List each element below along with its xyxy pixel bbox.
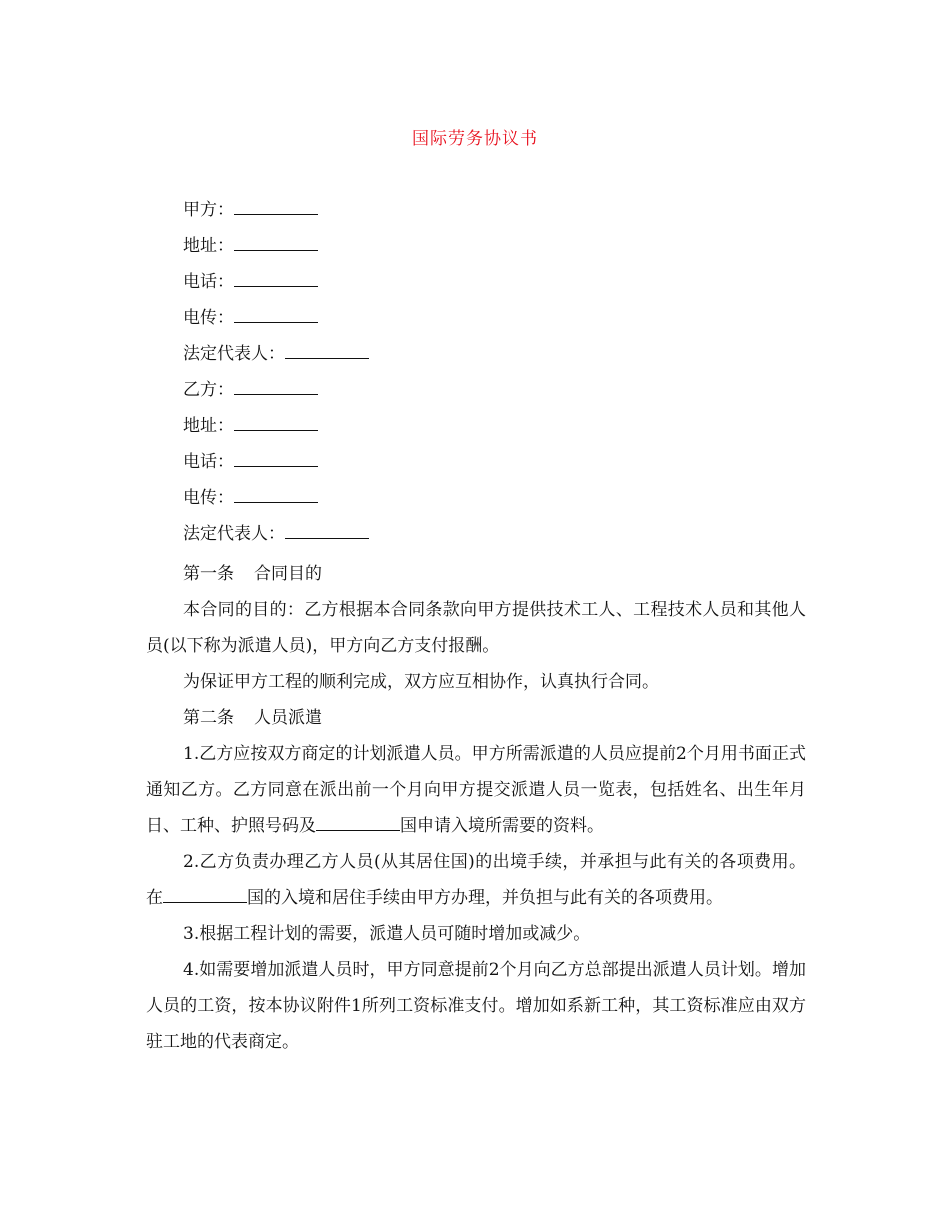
- article-2-clause-4: 4.如需要增加派遣人员时，甲方同意提前2个月向乙方总部提出派遣人员计划。增加人员的工资，按本协议附件1所列工资标准支付。增加如系新工种，其工资标准应由双方驻工地的代表商定。: [146, 960, 806, 1052]
- article-1-title: 合同目的: [254, 564, 322, 584]
- party-b-rep-label: 法定代表人：: [183, 524, 285, 544]
- article-2-clause-2-before: 2.乙方负责办理乙方人员(从其居住国)的出境手续，并承担与此有关的各项费用。在: [146, 852, 806, 908]
- party-a-name-row: [183, 196, 369, 232]
- article-1-paragraph-1: 本合同的目的：乙方根据本合同条款向甲方提供技术工人、工程技术人员和其他人员(以下称为派遣人员)，甲方向乙方支付报酬。: [146, 600, 806, 656]
- party-a-address-row: [183, 232, 369, 268]
- party-a-name-blank: [234, 196, 318, 215]
- party-a-rep-row: [183, 340, 369, 376]
- party-b-fax-row: [183, 484, 369, 520]
- party-a-phone-row: [183, 268, 369, 304]
- party-a-rep-blank: [285, 340, 369, 359]
- party-b-address-blank: [234, 412, 318, 431]
- article-2-clause-2-after: 国的入境和居住手续由甲方办理，并负担与此有关的各项费用。: [247, 888, 723, 908]
- party-a-name-label: 甲方：: [183, 200, 234, 220]
- party-a-fax-blank: [234, 304, 318, 323]
- article-2-clause-1-blank: [316, 812, 400, 831]
- document-title: 国际劳务协议书: [412, 129, 538, 149]
- article-2-heading: [146, 700, 806, 736]
- article-2-clause-2-blank: [163, 884, 247, 903]
- party-b-phone-row: [183, 448, 369, 484]
- party-b-phone-label: 电话：: [183, 452, 234, 472]
- party-b-rep-row: [183, 520, 369, 556]
- contract-body: [146, 556, 806, 1060]
- party-b-address-label: 地址：: [183, 416, 234, 436]
- party-b-address-row: [183, 412, 369, 448]
- article-2-clause-1-before: 1.乙方应按双方商定的计划派遣人员。甲方所需派遣的人员应提前2个月用书面正式通知乙方。乙方同意在派出前一个月向甲方提交派遣人员一览表，包括姓名、出生年月日、工种、护照号码及: [146, 744, 806, 836]
- party-b-fax-blank: [234, 484, 318, 503]
- party-b-phone-blank: [234, 448, 318, 467]
- article-2-clause-1: [146, 736, 806, 844]
- article-1-number: 第一条: [183, 564, 234, 584]
- article-2-clause-1-after: 国申请入境所需要的资料。: [400, 816, 604, 836]
- party-a-phone-blank: [234, 268, 318, 287]
- party-a-phone-label: 电话：: [183, 272, 234, 292]
- article-2-clause-3: 3.根据工程计划的需要，派遣人员可随时增加或减少。: [183, 924, 591, 944]
- party-b-name-row: [183, 376, 369, 412]
- party-b-name-blank: [234, 376, 318, 395]
- party-b-rep-blank: [285, 520, 369, 539]
- party-a-address-label: 地址：: [183, 236, 234, 256]
- article-1-heading: [146, 556, 806, 592]
- party-a-rep-label: 法定代表人：: [183, 344, 285, 364]
- party-a-fax-row: [183, 304, 369, 340]
- party-b-name-label: 乙方：: [183, 380, 234, 400]
- article-2-number: 第二条: [183, 708, 234, 728]
- party-info-block: [183, 196, 369, 556]
- article-1-paragraph-2: 为保证甲方工程的顺利完成，双方应互相协作，认真执行合同。: [183, 672, 659, 692]
- party-b-fax-label: 电传：: [183, 488, 234, 508]
- party-a-fax-label: 电传：: [183, 308, 234, 328]
- article-2-title: 人员派遣: [254, 708, 322, 728]
- article-2-clause-2: [146, 844, 806, 916]
- party-a-address-blank: [234, 232, 318, 251]
